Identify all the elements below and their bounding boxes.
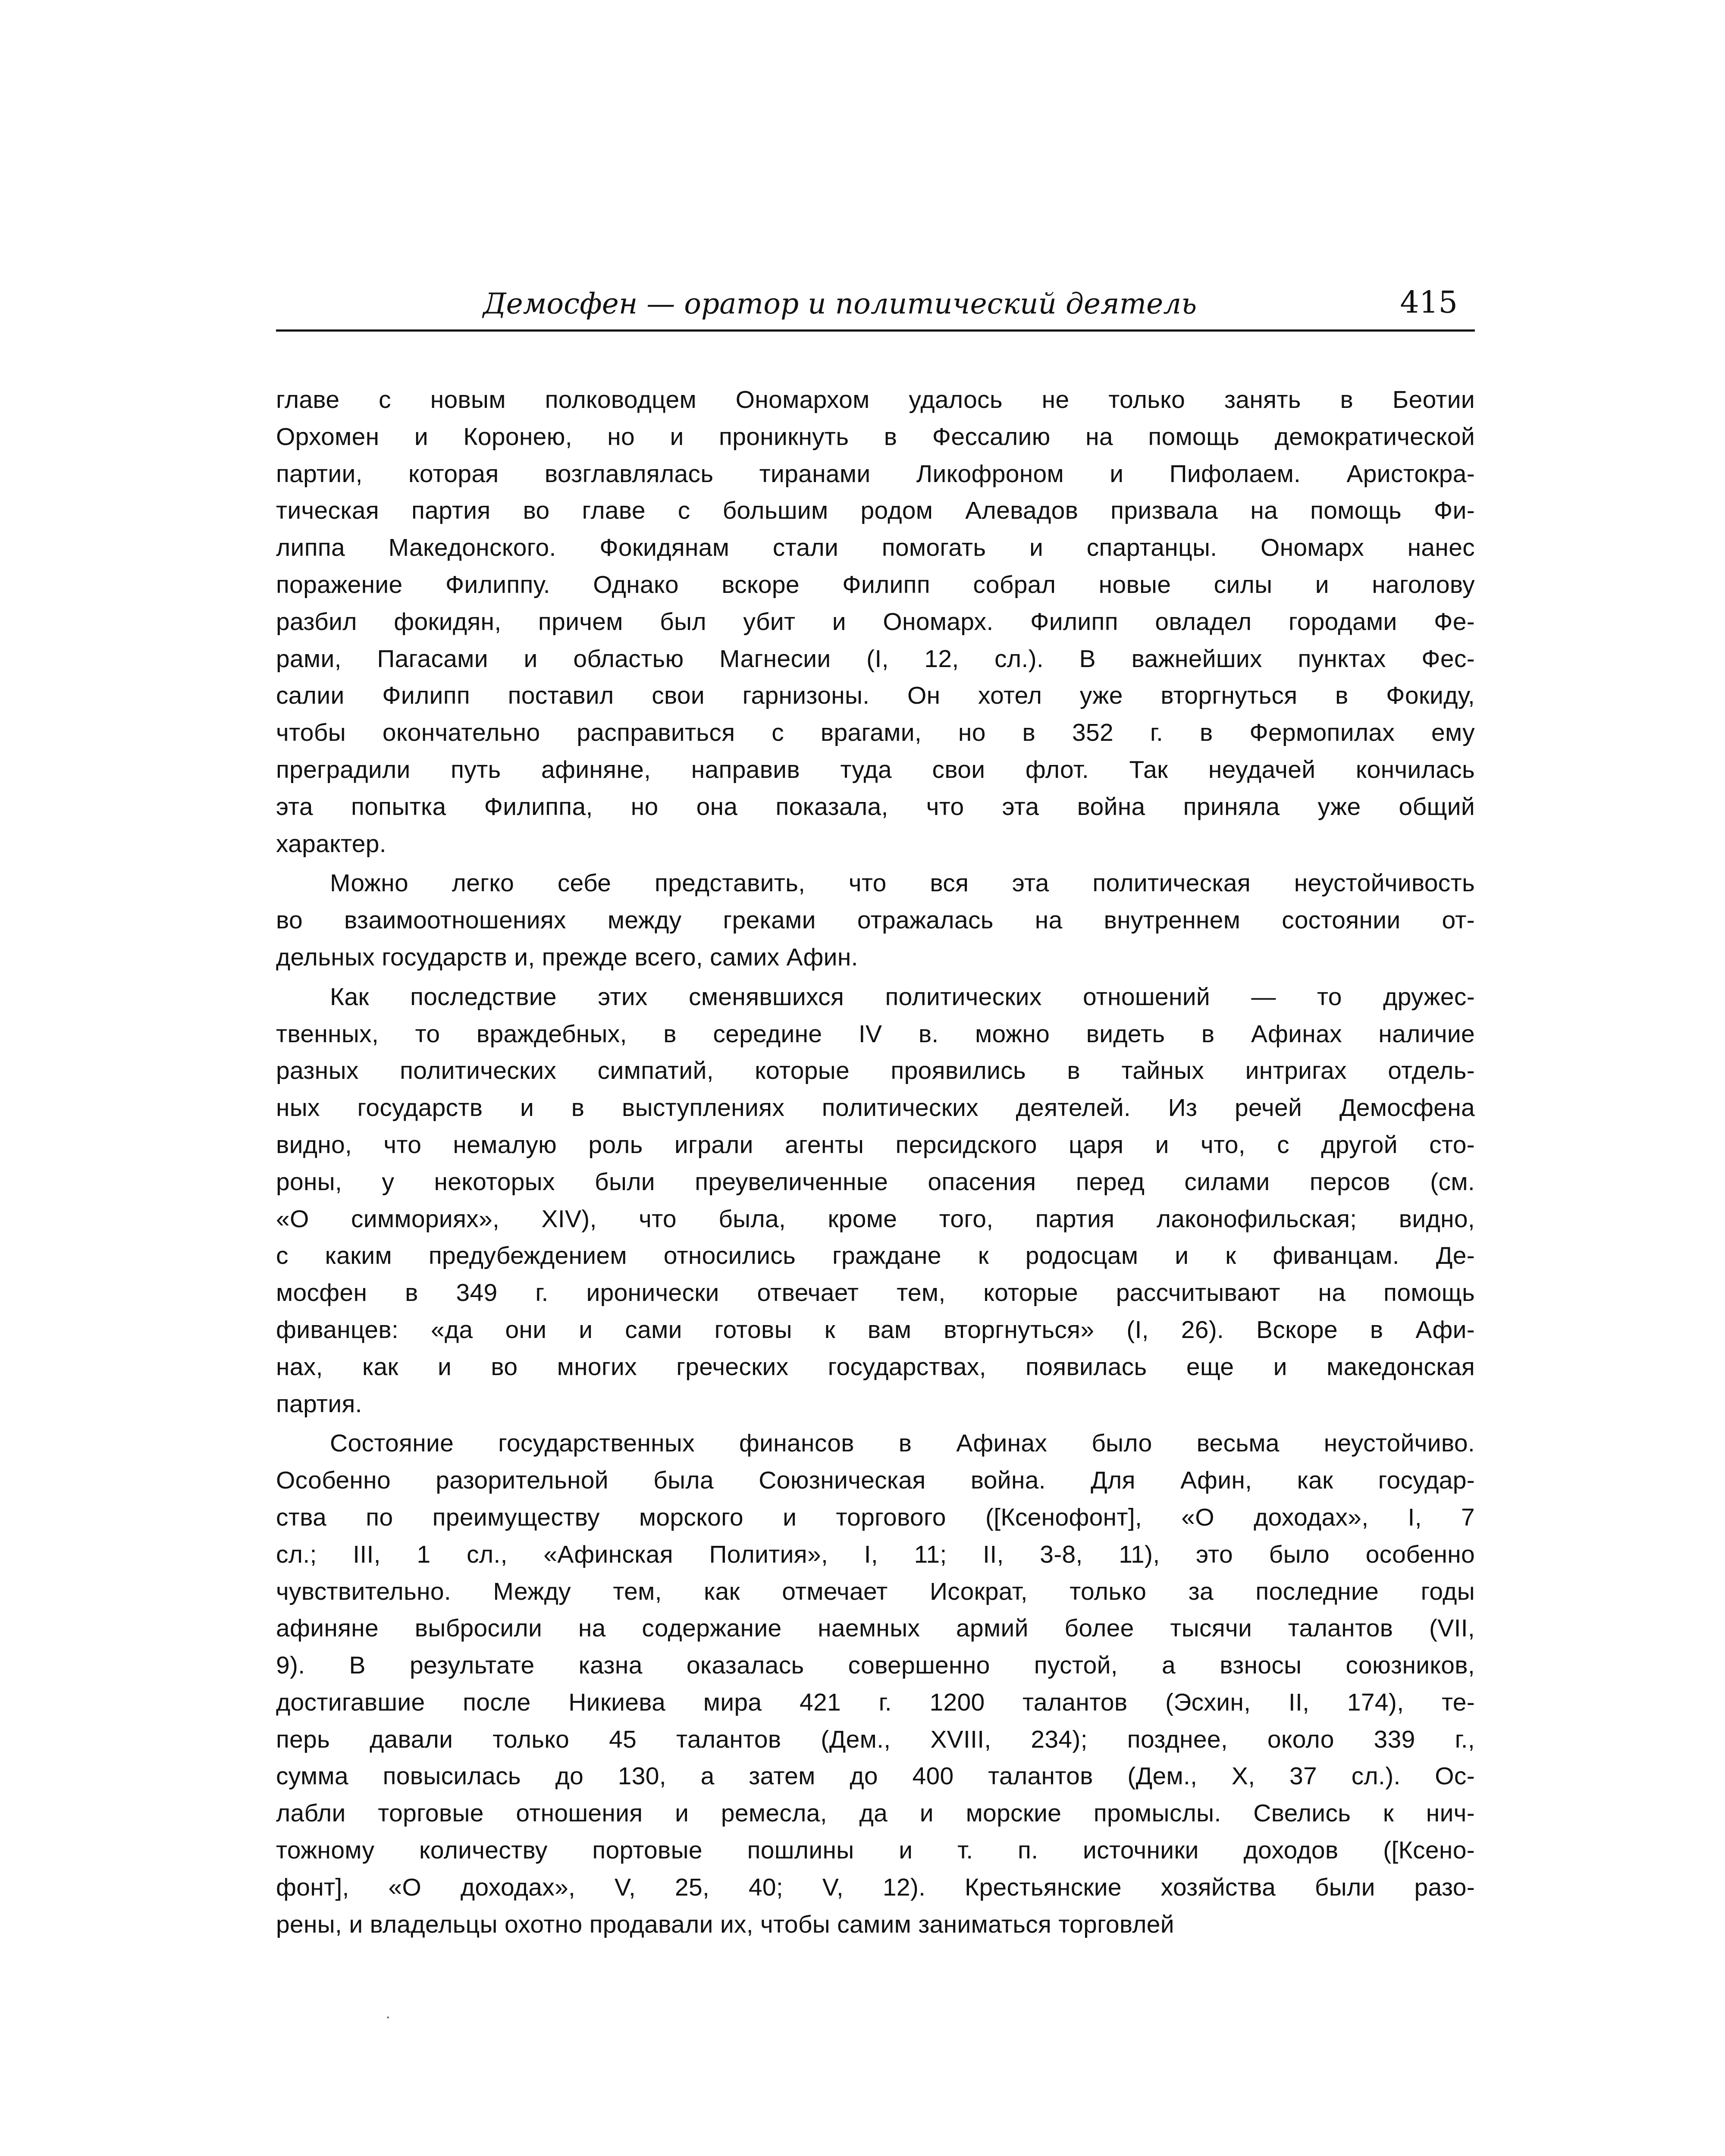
text-line: Особенно разорительной была Союзническая война. Для Афин, как государ- (276, 1467, 1475, 1495)
text-line: твенных, то враждебных, в середине IV в. можно видеть в Афинах наличие (276, 1020, 1475, 1048)
text-line: Можно легко себе представить, что вся эта политическая неустойчивость (330, 869, 1475, 897)
text-line: сл.; III, 1 сл., «Афинская Полития», I, 11; II, 3-8, 11), это было особенно (276, 1540, 1475, 1568)
text-line: разных политических симпатий, которые проявились в тайных интригах отдель- (276, 1057, 1475, 1085)
text-line: рены, и владельцы охотно продавали их, чтобы самим заниматься торговлей (276, 1910, 1174, 1938)
text-line: характер. (276, 830, 386, 858)
paragraph (276, 382, 1475, 862)
text-line: мосфен в 349 г. иронически отвечает тем, которые рассчитывают на помощь (276, 1279, 1475, 1307)
text-line: чтобы окончательно расправиться с врагами, но в 352 г. в Фермопилах ему (276, 719, 1475, 747)
text-line: нах, как и во многих греческих государствах, появилась еще и македонская (276, 1353, 1475, 1381)
text-line: чувствительно. Между тем, как отмечает Исократ, только за последние годы (276, 1577, 1475, 1605)
text-line: во взаимоотношениях между греками отражалась на внутреннем состоянии от- (276, 906, 1475, 934)
text-line: тожному количеству портовые пошлины и т. п. источники доходов ([Ксено- (276, 1836, 1475, 1865)
text-line: афиняне выбросили на содержание наемных армий более тысячи талантов (VII, (276, 1614, 1475, 1642)
text-line: 9). В результате казна оказалась совершенно пустой, а взносы союзников, (276, 1651, 1475, 1680)
text-line: ства по преимуществу морского и торгового ([Ксенофонт], «О доходах», I, 7 (276, 1503, 1475, 1531)
text-line: Состояние государственных финансов в Афинах было весьма неустойчиво. (330, 1429, 1475, 1457)
text-line: ных государств и в выступлениях политических деятелей. Из речей Демосфена (276, 1094, 1475, 1122)
text-line: роны, у некоторых были преувеличенные опасения перед силами персов (см. (276, 1168, 1475, 1196)
text-line: лабли торговые отношения и ремесла, да и морские промыслы. Свелись к нич- (276, 1799, 1475, 1827)
text-line: с каким предубеждением относились граждане к родосцам и к фиванцам. Де- (276, 1242, 1475, 1270)
text-line: достигавшие после Никиева мира 421 г. 1200 талантов (Эсхин, II, 174), те- (276, 1688, 1475, 1716)
text-line: дельных государств и, прежде всего, самих Афин. (276, 943, 858, 971)
text-line: «О симмориях», XIV), что была, кроме того, партия лаконофильская; видно, (276, 1205, 1475, 1233)
text-line: липпа Македонского. Фокидянам стали помогать и спартанцы. Ономарх нанес (276, 534, 1475, 562)
text-line: сумма повысилась до 130, а затем до 400 талантов (Дем., X, 37 сл.). Ос- (276, 1762, 1475, 1790)
stray-ink-mark: · (386, 2010, 390, 2025)
text-line: перь давали только 45 талантов (Дем., XVIII, 234); позднее, около 339 г., (276, 1725, 1475, 1753)
text-line: видно, что немалую роль играли агенты персидского царя и что, с другой сто- (276, 1131, 1475, 1159)
text-line: рами, Пагасами и областью Магнесии (I, 12, сл.). В важнейших пунктах Фес- (276, 645, 1475, 673)
text-line: фиванцев: «да они и сами готовы к вам вторгнуться» (I, 26). Вскоре в Афи- (276, 1316, 1475, 1344)
text-line: партии, которая возглавлялась тиранами Ликофроном и Пифолаем. Аристокра- (276, 460, 1475, 488)
text-line: салии Филипп поставил свои гарнизоны. Он хотел уже вторгнуться в Фокиду, (276, 682, 1475, 710)
paragraph (276, 865, 1475, 976)
paragraph (276, 979, 1475, 1423)
page-number: 415 (1400, 285, 1458, 320)
text-line: тическая партия во главе с большим родом Алевадов призвала на помощь Фи- (276, 497, 1475, 525)
running-header (276, 276, 1475, 332)
header-rule (276, 329, 1475, 332)
text-line: фонт], «О доходах», V, 25, 40; V, 12). Крестьянские хозяйства были разо- (276, 1873, 1475, 1901)
text-line: преградили путь афиняне, направив туда свои флот. Так неудачей кончилась (276, 755, 1475, 783)
body-text (276, 382, 1475, 1946)
text-line: поражение Филиппу. Однако вскоре Филипп собрал новые силы и наголову (276, 570, 1475, 599)
text-line: партия. (276, 1390, 362, 1418)
text-line: главе с новым полководцем Ономархом удалось не только занять в Беотии (276, 386, 1475, 414)
text-line: разбил фокидян, причем был убит и Ономарх. Филипп овладел городами Фе- (276, 608, 1475, 636)
running-title: Демосфен — оратор и политический деятель (483, 287, 1197, 320)
text-line: Как последствие этих сменявшихся политических отношений — то дружес- (330, 983, 1475, 1011)
text-line: эта попытка Филиппа, но она показала, что эта война приняла уже общий (276, 793, 1475, 821)
paragraph (276, 1425, 1475, 1943)
text-line: Орхомен и Коронею, но и проникнуть в Фессалию на помощь демократической (276, 423, 1475, 451)
